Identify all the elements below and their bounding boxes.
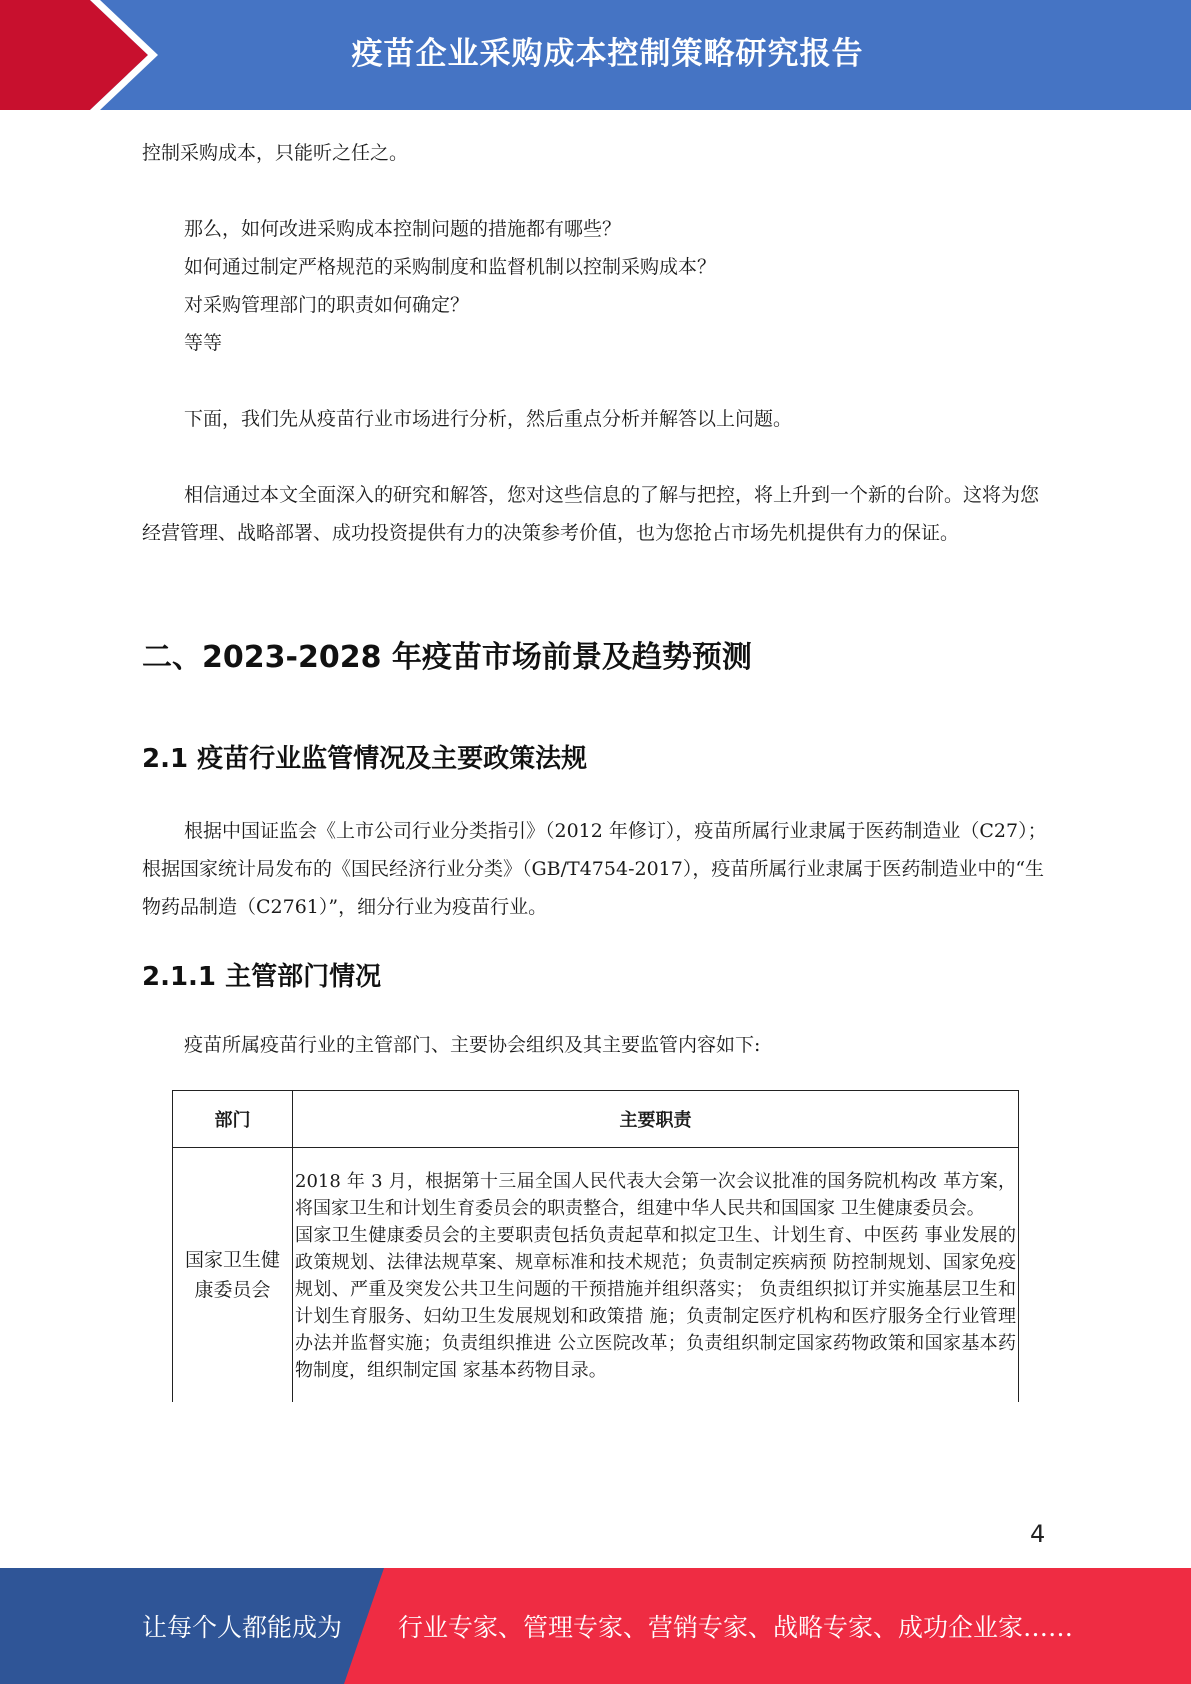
paragraph-value: 相信通过本文全面深入的研究和解答，您对这些信息的了解与把控，将上升到一个新的台阶。这将为您经营管理、战略部署、成功投资提供有力的决策参考价值，也为您抢占市场先机提供有力的保证。 [142, 484, 1040, 544]
page-header [0, 0, 1191, 110]
table-row [173, 1148, 1019, 1403]
page-number: 4 [1030, 1520, 1046, 1548]
duty-line: 2018 年 3 月，根据第十三届全国人民代表大会第一次会议批准的国务院机构改 革方案，将国家卫生和计划生育委员会的职责整合，组建中华人民共和国国家 卫生健康委员会。 [295, 1171, 1016, 1219]
regulator-table [172, 1090, 1018, 1402]
subsection-heading-2-1: 2.1 疫苗行业监管情况及主要政策法规 [142, 744, 588, 774]
paragraph-table-intro: 疫苗所属疫苗行业的主管部门、主要协会组织及其主要监管内容如下: [184, 1034, 761, 1056]
page-footer [0, 1568, 1191, 1684]
footer-slogan-right: 行业专家、管理专家、营销专家、战略专家、成功企业家…… [398, 1613, 1074, 1642]
question-2: 如何通过制定严格规范的采购制度和监督机制以控制采购成本？ [184, 256, 717, 278]
duty-line: 国家卫生健康委员会的主要职责包括负责起草和拟定卫生、计划生育、中医药 事业发展的政策规划、法律法规草案、规章标准和技术规范；负责制定疾病预 防控制规划、国家免疫规划、严重及突发公共卫生问题的干预措施并组织落实； 负责组织拟订并实施基层卫生和计划生育服务、妇幼卫生发展规划和政策措 施；负责制定医疗机构和医疗服务全行业管理办法并监督实施；负责组织推进 公立医院改革；负责组织制定国家药物政策和国家基本药物制度，组织制定国 家基本药物目录。 [295, 1225, 1016, 1381]
dept-cell: 国家卫生健康委员会 [173, 1148, 293, 1403]
paragraph-continuation: 控制采购成本，只能听之任之。 [142, 142, 409, 164]
question-1: 那么，如何改进采购成本控制问题的措施都有哪些？ [184, 218, 622, 240]
question-4: 等等 [184, 332, 223, 354]
table-header-duty: 主要职责 [293, 1091, 1019, 1148]
paragraph-intro: 下面，我们先从疫苗行业市场进行分析，然后重点分析并解答以上问题。 [184, 408, 793, 430]
question-3: 对采购管理部门的职责如何确定？ [184, 294, 470, 316]
paragraph-classification: 根据中国证监会《上市公司行业分类指引》（2012 年修订），疫苗所属行业隶属于医药制造业（C27）；根据国家统计局发布的《国民经济行业分类》（GB/T4754-2017），疫苗所属行业隶属于医药制造业中的“生物药品制造（C2761）”，细分行业为疫苗行业。 [142, 820, 1047, 918]
subsection-heading-2-1-1: 2.1.1 主管部门情况 [142, 962, 382, 992]
table-header-dept: 部门 [173, 1091, 293, 1148]
section-heading: 二、2023-2028 年疫苗市场前景及趋势预测 [142, 640, 752, 675]
footer-slogan-left: 让每个人都能成为 [142, 1613, 343, 1642]
duty-cell [293, 1148, 1019, 1403]
report-title: 疫苗企业采购成本控制策略研究报告 [351, 36, 864, 72]
